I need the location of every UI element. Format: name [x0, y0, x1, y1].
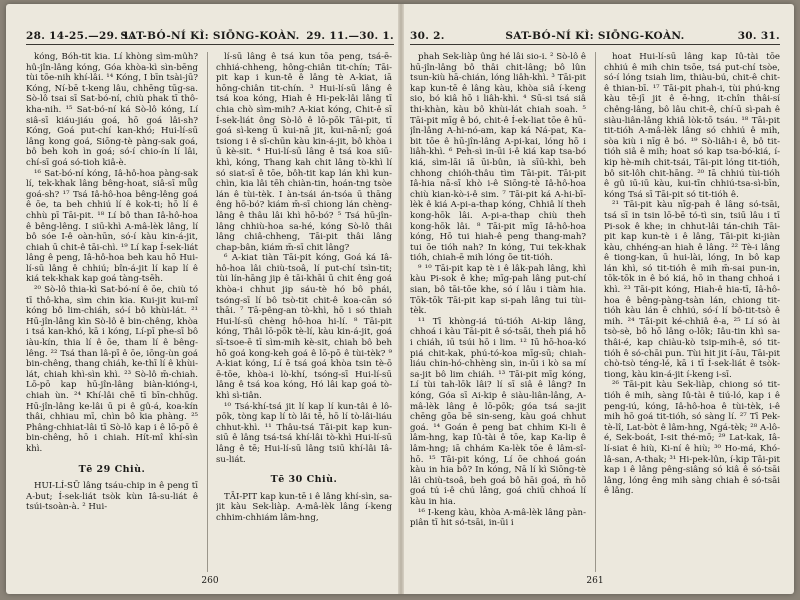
right-header-verse-end: 30. 31. [737, 30, 780, 42]
right-page-column-1 [410, 52, 586, 572]
right-page-column-2 [604, 52, 780, 572]
left-page-column-1 [26, 52, 198, 572]
chapter-opening-paragraph: HUI-LÍ-SŪ lâng tsáu-chip in ê peng tī A-but; Í-sek-liát tsòk kùn Iâ-su-liát ê tsúi-tsoàn-à. ² Hui- [26, 481, 198, 513]
paragraph: kóng, Bóh-tit kia. Lí khòng sìm-mûh? hû-jîn-lâng kóng, Góa khòa-kì sìn-bēng tùi tōe-nih khí-lâi. ¹⁴ Kóng, I bīn tsài-jū? Kóng, Ní-bē t-keng lâu, chhēng tūg-sa. Sò-lô tsai sī Sat-bó-ní, chiù phak tī thô-kha-nih. ¹⁵ Sat-bó-ní ká Sò-lô kóng, Lí siâ-sī kiáu-jiáu goá, hō goá lâi-sh? Kóng, Goá put-chí kan-khó; Hui-lí-sū lâng kong goá, Siōng-tè pàng-sak goá, bô beh koh ìn goá; só-í chio-ín lí lâi, chí-sī goá só-tioh kiâ-è. [26, 52, 198, 168]
paragraph: ²⁰ Sò-lô thia-kì Sat-bó-ní ê ōe, chiù tó tī thô-kha, sìm chin kia. Kui-jit kui-mî kóng bô lim-chiáh, só-í bô khùi-lát. ²¹ Hū-jîn-lâng kìn Sò-lô ê bin-chêng, khòa i tsá kan-khó, kā i kóng, Lí-pī phe-sī bô iàu-kín, thia lí ê ōe, tham lí ê bêng-lêng. ²² Tsá than lâ-pī ê ōe, iōng-ùn goá bin-chêng, thang chiáh, ke-thī lí ê khùi-lát, chiah khì-sìn khì. ²³ Sò-lô m̄-chiah. Lō-pō kap hū-jîn-lâng biàn-kióng-i, chiah ùn. ²⁴ Khí-lâi chē tī bīn-chhūg. Hū-jîn-lâng ke-lâi ū pi ê gû-á, koa-kín thâi, chhiau mī, chìn bô kia phàng. ²⁵ Phâng-chhiat-lâi tī Sò-lô kap i ê lō-pō ê bin-chêng, hō i chiah. Hít-mî khí-sìn khì. [26, 285, 198, 454]
left-page-column-2 [216, 52, 392, 572]
left-header-verse-range-end: 29. 11.—30. 1. [306, 30, 394, 42]
paragraph: ⁶ A-kiat tiàn Tāi-pit kóng, Goá ká Iâ-hô-hoa lâi chiù-tsoâ, lí put-chí tsìn-tit; tùi lín-hāng jip ê tāi-khāi ū chit êng goá khòa-i chhut jip sáu-tè hó bô phái, tsóng-sī lí bô tsò-tit chit-ê koa-cān só thāi. ⁷ Tā-pêng-an tò-khì, hō i só thiah Hui-lí-sū chèng hô-hoa hi-lí. ⁸ Tāi-pit kóng, Thâi lō-pōk tè-lí, kàu kin-á-jit, goá sī-tsoe-ē tī sìm-mih kè-sit, chiah bô beh hō goá kong-keh goá ê lō-pō ê tùi-tèk? ⁹ A-kiat kóng, Lí ē tsá goá khòa tsin tè-ō ē-tōe, khòa-i lò-khí, tsóng-sī Hui-lí-sū lâng ê tsá koa kóng, Hó lâi kap goá tò-khì sì-tiân. [216, 253, 392, 401]
paragraph: ¹¹ Tī khòng-iá tú-tióh Ai-kip lâng, chhoá i kàu Tāi-pit ê só-tsāi, theh piá hō i chiáh, iū tsúi hō i lim. ¹² Iū hō-hoa-kó piá chit-kak, phú-tó-koa mīg-sū; chiah-liáu chin-hó-chhèng sìn, in-ūi i kò sa mí sa-jit bô lim chiáh. ¹³ Tāi-pit mīg kóng, Lí tùi tah-lōk lâi? lí sī siâ ê lâng? In kóng, Góa sī Ai-kip ê siàu-liân-lâng, A-mâ-lèk lâng ê lō-pōk; góa tsá sa-jit chēng gōa bē sin-seng, kàu goá chhut goá. ¹⁴ Goán ê peng bat chhim Ki-li ê lâm-hng, kap Iû-tài ê tōe, kap Ka-lip ê lâm-hng; iā chhám Ka-lèk tōe ê lâm-sî-hō. ¹⁵ Tāi-pit kóng, Lí ōe chhoá goán kàu in hia bô? In kóng, Nā lí kì Siōng-tè lâi chiù-tsoâ, beh goá bô hāi goá, m̄ hō goá tú i-ê chú lâng, goá chiū chhoá lí kàu in hia. [410, 316, 586, 507]
chapter-heading: Tē 30 Chiù. [270, 474, 338, 486]
paragraph: ²⁶ Tāi-pit kàu Sek-liàp, chiong só tit-tióh ê mih, sàng Iû-tài ê tiú-ló, kap i ê peng-iú, kóng, Iâ-hô-hoa ê tùi-tèk, i-ê mih hō goá tit-tióh, só sàng lí. ²⁷ Tī Pek-tè-lî, Lat-bòt ê lâm-hng, Ngá-tèk; ²⁸ A-lô-é, Sek-boát, I-sit thé-mō; ²⁹ Lat-kak, Iâ-lí-siat ê hiù, Ki-ní ê hiù; ³⁰ Ho-má, Khó-lâ-san, A-thak; ³¹ Hi-pek-lûn, í-kip Tāi-pit kap i ê lâng pêng-siâng só kiâ ê só-tsāi lâng, lóng êng mih sàng chiah ê só-tsāi ê lâng. [604, 380, 780, 497]
paragraph: lí-sū lâng ê tsá kun tōa peng, tsá-ē-chhiá-chheng, hông-chiân tit-chín; Tāi-pit kap i kun-tê ê lâng tè A-kiat, iā hōng-chiân tit-chín. ³ Hui-lí-sū lâng ê tsá koa kóng, Hiah ê Hi-pek-lâi lâng tī chia chò sìm-mih? A-kiat kóng, Chit-ê sī Í-sek-liát ông Sò-lô ê lō-pōk Tāi-pit, tī goá sì-keng ū kui-nā jit, kui-nā-nî; goá tsiong i ê sî-chūn kàu kin-á-jit, bô khòa i ū kè-sit. ⁴ Hui-lí-sū lâng ê tsá koa siū-khì, kóng, Thang kah chit lâng tò-khì lí só siat-sī ê tōe, bôh-tit kap lán khì kun-chìn, kia lâi tēh chiàn-tin, hoán-tng tsòe lán ê tùi-tèk. I àn-tsái án-tsóa ū thāng êng hō-bó? kiám m̄-sī chiong lán chèng-lâng ê thâu lâi khì hō-bó? ⁵ Tsá hū-jîn-lâng chhiù-hoa sa-hé, kóng Sò-lô thâi lâng chiâ-chheng, Tāi-pit thâi lâng chap-bân, kiám m̄-sī chit lâng? [216, 52, 392, 253]
right-page [410, 4, 780, 594]
paragraph: hoat Hui-lí-sū lâng kap Iû-tài tōe chhiú ê mih chin tsōe, tsá put-chí tsòe, só-í lóng tsiah lim, thiàu-bú, chit-ê chit-ê thian-bī. ¹⁷ Tāi-pit phah-i, tùi phú-kng kàu tē-jī jit ê ē-hng, it-chîn thâi-sí chêng-lâng, bô lâu chit-ê, chí-ū sì-pah ê siàu-liân-lâng khiâ lòk-tō tsáu. ¹⁸ Tāi-pit tit-tióh A-mâ-lèk lâng só chhiú ê mih, sòa kiù i nīg ê bó. ¹⁹ Sò-liâh-i ê, bô tit-tióh siâ ê mih; hoat só kap tsa-bó-kiá, í-kip hè-mih chit-tsái, Tāi-pit lóng tit-tióh, bô sit-lôh chit-hāng. ²⁰ Iā chhiú tùi-tióh ê gû iū-iū kàu, kui-tīn chhiú-tsa-sì-bīn, kóng Tsá sī Tāi-pit só tit-tióh ê. [604, 52, 780, 200]
paragraph: ¹⁶ Sat-bó-ní kóng, Iâ-hô-hoa pàng-sak lí, tek-khak lâng bêng-hoat, siâ-sī mǖg goá-sh? ¹⁷ Tsá Iâ-hô-hoa bêng-lêng goá ê ōe, ta beh chhiú lí ê kok-ti; hō lí ê chhù pī Tāi-pit. ¹⁸ Lí bô than Iâ-hô-hoa ê bêng-lêng. I siū-khì A-mâ-lèk lâng, lí bô sóe I-ê oàn-hūn, só-í kàu kin-á-jit, chiah ū chit-ê tāi-chì. ¹⁹ Lí kap Í-sek-liát lâng ê peng, Iâ-hô-hoa beh kau hō Hui-lí-sū lâng ê chhiú; bîn-á-jit lí kap lí ê kiá tek-khak kap goá tàng-tsēh. [26, 168, 198, 285]
left-header-title: SAT-BÓ-NÍ KÌ: SIŌNG-KOÀN. [120, 30, 300, 42]
chapter-opening-paragraph: TĀI-PIT kap kun-tē i ê lâng khí-sìn, sa-jit kàu Sek-liàp. A-mâ-lèk lâng í-keng chhim-chhiám lâm-hng, [216, 491, 392, 523]
paragraph: ¹⁶ I-keng kàu, khòa A-mâ-lèk lâng pàn-piân tī hit só-tsāi, in-ūi i [410, 507, 586, 529]
column-divider [595, 52, 596, 572]
book-spread [6, 4, 794, 594]
column-divider [207, 52, 208, 572]
right-running-header [410, 28, 780, 45]
right-header-title: SAT-BÓ-NÍ KÌ: SIŌNG-KOÀN. [505, 30, 685, 42]
paragraph: ⁹ ¹⁰ Tāi-pit kap tè i ê lâk-pah lâng, khì kàu Pi-sok ê khe; mīg-pah lâng put-chí sian, bô tāi-tōe khe, só í lâu i tiàm hia. Tōk-tōk Tāi-pit kap si-pah lâng tui tùi-tèk. [410, 263, 586, 317]
paragraph: ¹⁰ Tsá-khí-tsá jit lí kap lí kun-tâi ê lô-pōk, tòng kap lí tò lâi tē, hō lí tò-lâi-liáu chhut-khì. ¹¹ Thâu-tsá Tāi-pit kap kun-siū ê lâng tsá-tsá khí-lâi tò-khì Hui-lí-sū lâng ê tē; Hui-lí-sū lâng tsiū khí-lâi Iâ-su-liát. [216, 401, 392, 465]
left-page [26, 4, 394, 594]
book-gutter [398, 4, 404, 594]
chapter-heading: Tē 29 Chiù. [78, 463, 146, 475]
left-running-header [26, 28, 394, 45]
paragraph: ²¹ Tāi-pit kàu nīg-pah ê lâng só-tsāi, tsá sī in tsin lō-bē tó-tì sin, tsiū lâu i tī Pi-sok ê khe; in chhut-lâi tán-chih Tāi-pit kap kun-tè i ê lâng, Tāi-pit ki-jiàn kàu, chhéng-an hiah ê lâng. ²² Tè-i lâng ê tiong-kan, ū hui-lài, lóng, In bô kap lán khì, só tit-tióh ê mih m̄-sai pun-in, tōk-tōk in ê bó kiá, hō in thang chhoá i khì. ²³ Tāi-pit kóng, Hiah-ê hia-tī, Iâ-hô-hoa ê bêng-pàng-tsàn lán, chiong tit-tióh kàu lán ê chhiú, só-í lí bô-tit-tsò ê mih. ²⁴ Tāi-pit ké-chhiâ ê-a, ²⁵ Lí só ài tsò-sè, bô hō lâng o-lōk; Iâu-tin khì sa-thâi-é, kap chiàu-kò tsip-mih-ê, só tit-tióh ê só-chāi pun. Tùi hit jit í-āu, Tāi-pit chò-tsò téng-lé, kā i tī Í-sek-liát ê tsòk-tiong, kàu kin-á-jit í-keng i-sī. [604, 200, 780, 380]
page-number: 261 [586, 576, 604, 586]
page-number: 260 [201, 576, 219, 586]
left-header-verse-range: 28. 14-25.—29. 1. [26, 30, 134, 42]
right-header-verse-start: 30. 2. [410, 30, 445, 42]
paragraph: phah Sek-liàp ûng hé lâi sio-i. ² Sò-lô ê hū-jîn-lâng bô thâi chit-lâng; bô lûn tsun-kiù hā-chián, lóng liâh-khì. ³ Tāi-pit kap kun-tē ê lâng kàu, khòa siâ í-keng sio, bó kiâ hō i liâh-khì. ⁴ Sū-si tsá siâ thi-khàn, kàu bô khùi-lát chiah soah. ⁵ Tāi-pit mīg ê bó, chit-ê Í-ek-liat tōe ê hū-jîn-lâng A-hi-nó-am, kap ká Ná-pat, Ka-bit tōe ê hū-jîn-lâng A-pi-kai, lóng hō i liâh-khì. ⁶ Peh-sì in-ūi i-ê kiá kap tsa-bó kiá, sìm-lāi iā ūi-bûn, ià sīū-khì, beh chhong chióh-thâu tìm Tāi-pit. Tāi-pit Iâ-hia nā-sī khò i-ê Siōng-tè Iâ-hô-hoa chiù kian-kò-i-ê sim. ⁷ Tāi-pit ká A-hi-bī-lèk ê kiá A-pi-a-thap kóng, Chhiâ lí theh kong-hōk lâi. A-pi-a-thap chiù theh kong-hōk lâi. ⁸ Tāi-pit mīg Iâ-hô-hoa kóng, Hō tui hiah-ê peng thang-mah? tui ōe tióh nah? In kóng, Tui tek-khak tióh, chiah-ē mih lóng ōe tit-tióh. [410, 52, 586, 264]
